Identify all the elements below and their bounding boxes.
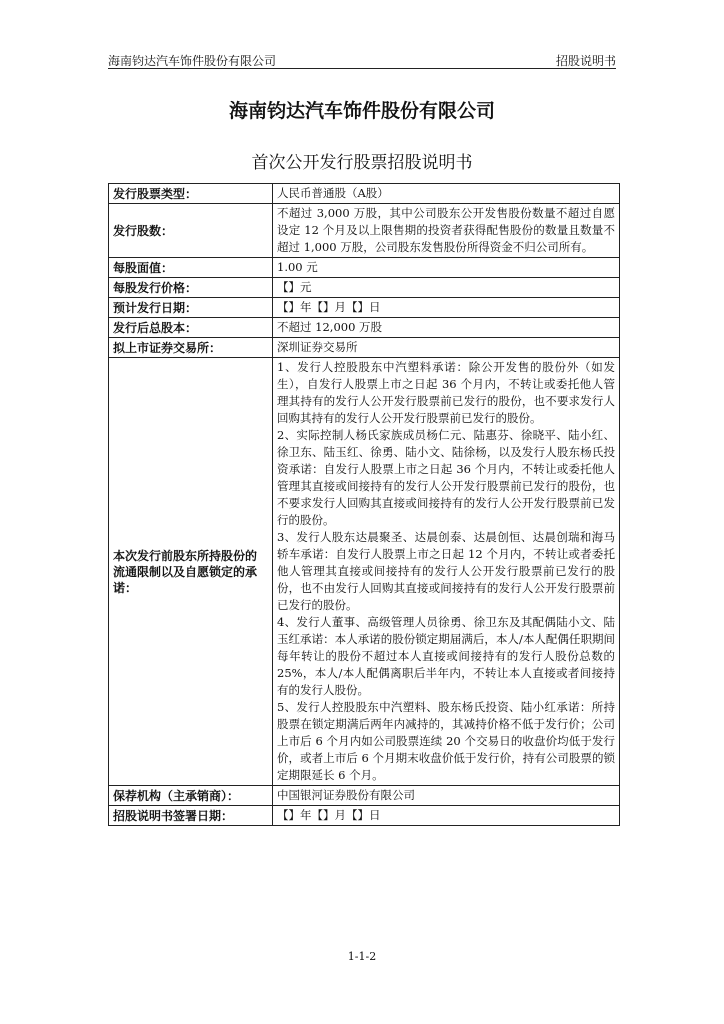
table-row — [109, 278, 620, 298]
row-label: 招股说明书签署日期： — [109, 806, 273, 826]
header-company: 海南钧达汽车饰件股份有限公司 — [108, 54, 277, 68]
row-value: 中国银河证券股份有限公司 — [273, 786, 620, 806]
page-number: 1-1-2 — [347, 950, 377, 963]
row-label: 预计发行日期： — [109, 298, 273, 318]
header-rule — [108, 68, 616, 69]
row-value: 1.00 元 — [273, 258, 620, 278]
table-row — [109, 298, 620, 318]
lockup-paragraph-3: 3、发行人股东达晨聚圣、达晨创泰、达晨创恒、达晨创瑞和海马轿车承诺：自发行人股票上市之日起 12 个月内，不转让或者委托他人管理其直接或间接持有的发行人公开发行股票前已发行的股份，也不由发行人回购其直接或间接持有的发行人公开发行股票前已发行的股份。 — [277, 530, 615, 612]
table-row — [109, 786, 620, 806]
row-value: 人民币普通股（A股） — [273, 184, 620, 204]
row-value: 【】年【】月【】日 — [273, 806, 620, 826]
row-label: 发行股票类型： — [109, 184, 273, 204]
row-value: 深圳证券交易所 — [273, 338, 620, 358]
document-title: 海南钧达汽车饰件股份有限公司 — [228, 100, 495, 122]
table-row — [109, 184, 620, 204]
lockup-paragraph-2: 2、实际控制人杨氏家族成员杨仁元、陆惠芬、徐晓平、陆小红、徐卫东、陆玉红、徐勇、陆小文、陆徐杨，以及发行人股东杨氏投资承诺：自发行人股票上市之日起 36 个月内，不转让或委托他人管理其直接或间接持有的发行人公开发行股票前已发行的股份，也不要求发行人回购其直接或间接持有的发行人公开发行股票前已发行的股份。 — [277, 428, 615, 527]
lockup-label: 本次发行前股东所持股份的流通限制以及自愿锁定的承诺： — [109, 358, 273, 786]
row-value: 【】年【】月【】日 — [273, 298, 620, 318]
header-doc-type: 招股说明书 — [555, 54, 616, 68]
table-row — [109, 258, 620, 278]
lockup-paragraph-4: 4、发行人董事、高级管理人员徐勇、徐卫东及其配偶陆小文、陆玉红承诺：本人承诺的股份锁定期届满后，本人/本人配偶任职期间每年转让的股份不超过本人直接或间接持有的发行人股份总数的 25%，本人/本人配偶离职后半年内，不转让本人直接或者间接持有的发行人股份。 — [277, 615, 615, 697]
row-value: 不超过 12,000 万股 — [273, 318, 620, 338]
row-label: 发行股数： — [109, 204, 273, 258]
row-label: 发行后总股本： — [109, 318, 273, 338]
table-row — [109, 806, 620, 826]
row-label: 保荐机构（主承销商）： — [109, 786, 273, 806]
lockup-commitments — [273, 358, 620, 786]
table-row — [109, 338, 620, 358]
row-value: 【】元 — [273, 278, 620, 298]
row-label: 拟上市证券交易所： — [109, 338, 273, 358]
document-subtitle: 首次公开发行股票招股说明书 — [251, 153, 473, 173]
offering-info-table — [108, 183, 620, 826]
row-value: 不超过 3,000 万股，其中公司股东公开发售股份数量不超过自愿设定 12 个月及以上限售期的投资者获得配售股份的数量且数量不超过 1,000 万股，公司股东发售股份所得资金不归公司所有。 — [273, 204, 620, 258]
lockup-paragraph-5: 5、发行人控股股东中汽塑料、股东杨氏投资、陆小红承诺：所持股票在锁定期满后两年内减持的，其减持价格不低于发行价；公司上市后 6 个月内如公司股票连续 20 个交易日的收盘价均低于发行价，或者上市后 6 个月期末收盘价低于发行价，持有公司股票的锁定期限延长 6 个月。 — [277, 700, 615, 782]
table-row — [109, 318, 620, 338]
row-label: 每股发行价格： — [109, 278, 273, 298]
lockup-paragraph-1: 1、发行人控股股东中汽塑料承诺：除公开发售的股份外（如发生），自发行人股票上市之日起 36 个月内，不转让或委托他人管理其持有的发行人公开发行股票前已发行的股份，也不要求发行人回购其持有的发行人公开发行股票前已发行的股份。 — [277, 360, 615, 425]
table-row — [109, 204, 620, 258]
row-label: 每股面值： — [109, 258, 273, 278]
table-row — [109, 358, 620, 786]
